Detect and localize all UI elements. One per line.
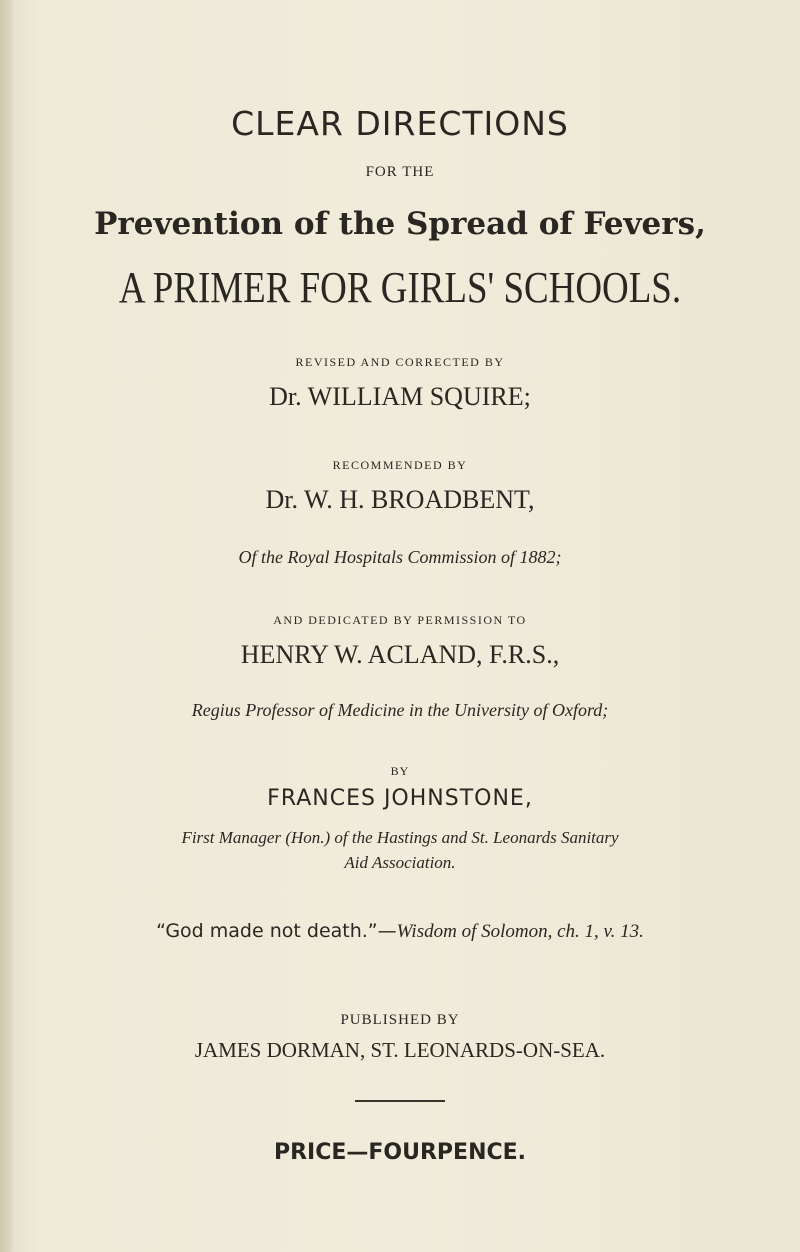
epigraph-quote: “God made not death.”—	[156, 920, 397, 942]
reviser-name: Dr. WILLIAM SQUIRE;	[269, 382, 531, 411]
author-name: FRANCES JOHNSTONE,	[267, 786, 533, 811]
divider-rule	[355, 1100, 445, 1102]
revised-label: REVISED AND CORRECTED BY	[295, 355, 505, 369]
blackletter-subtitle: Prevention of the Spread of Fevers,	[94, 206, 706, 242]
publisher-name: JAMES DORMAN, ST. LEONARDS-ON-SEA.	[194, 1038, 606, 1062]
main-title: CLEAR DIRECTIONS	[231, 104, 569, 143]
dedicatee-name: HENRY W. ACLAND, F.R.S.,	[240, 640, 560, 669]
recommended-label: RECOMMENDED BY	[332, 458, 468, 472]
dedicatee-affiliation: Regius Professor of Medicine in the University of Oxford;	[191, 700, 609, 720]
author-affiliation-line2: Aid Association.	[344, 853, 456, 872]
published-label: PUBLISHED BY	[340, 1012, 460, 1028]
dedicated-label: AND DEDICATED BY PERMISSION TO	[273, 613, 527, 627]
epigraph	[0, 920, 800, 943]
recommender-affiliation: Of the Royal Hospitals Commission of 1882;	[238, 547, 562, 567]
primer-title: A PRIMER FOR GIRLS' SCHOOLS.	[118, 263, 682, 312]
author-affiliation-line1: First Manager (Hon.) of the Hastings and St. Leonards Sanitary	[181, 828, 619, 847]
by-label: BY	[390, 764, 410, 778]
for-the-label: FOR THE	[365, 164, 435, 180]
epigraph-source: Wisdom of Solomon, ch. 1, v. 13.	[396, 921, 644, 942]
recommender-name: Dr. W. H. BROADBENT,	[265, 485, 535, 514]
price-line: PRICE—FOURPENCE.	[273, 1140, 527, 1165]
